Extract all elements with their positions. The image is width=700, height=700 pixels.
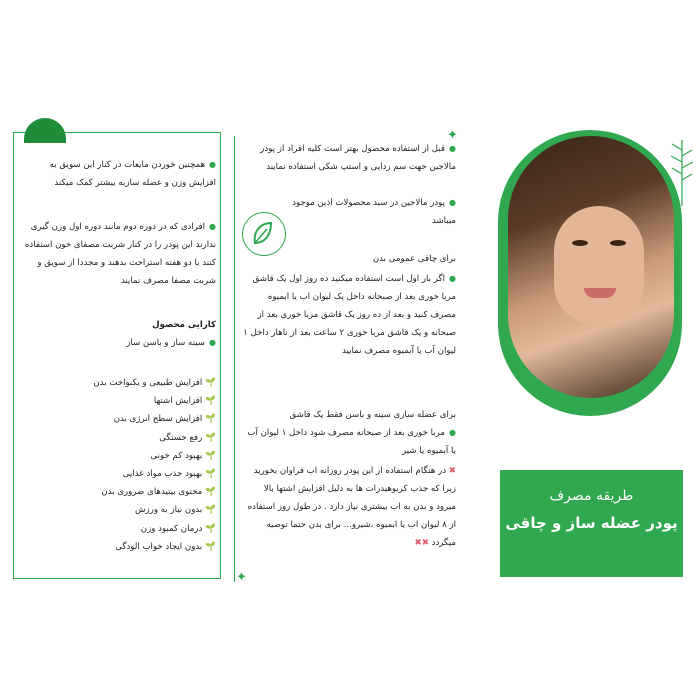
- section1-text: ● اگر بار اول است استفاده میکنید ده روز اول یک قاشق مربا خوری بعد از صبحانه داخل یک لیوان اب یا ابمیوه مصرف کنید و بعد از ده روز یک قاشق مربا خوری بعد از صبحانه و یک قاشق مربا خوری ۲ ساعت بعد از ناهار داخل ۱ لیوان آب یا آبمیوه مصرف نمایید: [242, 270, 456, 360]
- feature-item: 🌱محتوی بیتیدهای ضروری بدن: [101, 487, 216, 498]
- sparkle-icon: ✦: [447, 128, 458, 143]
- cross-icon: ✖: [448, 466, 456, 476]
- sprout-icon: 🌱: [205, 450, 216, 461]
- sprout-icon: 🌱: [205, 396, 216, 407]
- section1-title: برای چاقی عمومی بدن: [372, 254, 456, 264]
- sprout-icon: 🌱: [205, 432, 216, 443]
- feature-item: 🌱افزایش اشتها: [153, 396, 216, 407]
- sprout-icon: 🌱: [205, 414, 216, 425]
- feature-item: 🌱بدون نیاز به ورزش: [135, 505, 216, 516]
- green-bar-decoration: [24, 138, 66, 143]
- sprout-icon: 🌱: [205, 378, 216, 388]
- title-box: [500, 470, 683, 577]
- intro-text-1: ● قبل از استفاده محصول بهتر است کلیه افراد از پودر مالاجین جهت سم زدایی و استپ شکی استفاده نمایند: [242, 140, 456, 176]
- feature-item: 🌱افزایش طبیعی و یکنواخت بدن: [93, 378, 216, 388]
- feature-item: 🌱رفع خستگی: [159, 432, 216, 443]
- section2-title: برای عضله سازی سینه و باسن فقط یک قاشق: [289, 410, 456, 420]
- feature-item: 🌱بهبود کم خونی: [150, 450, 216, 461]
- feature-item: 🌱بهبود جذب مواد غذایی: [122, 469, 216, 480]
- portrait-face: [554, 206, 644, 324]
- sprout-icon: 🌱: [205, 505, 216, 516]
- tip-fluids: ● همچنین خوردن مایعات در کنار این سویق به افزایش وزن و عضله سازبه بیشتر کمک میکند: [20, 156, 216, 192]
- warning-text: ✖ در هنگام استفاده از این پودر روزانه اب فراوان بخورید زیرا که جذب کربوهیدرات ها به دلیل افزایش اشتها بالا میرود و بدن به اب بیشتری نیاز دارد . در طول روز استفاده از ۸ لیوان اب یا ابمیوه ،شیرو... برای بدن حتما توصیه میگردد ✖✖: [247, 466, 456, 548]
- intro-text-2: ● پودر مالاجین در سبد محصولات اذین موجود میباشد: [290, 194, 456, 230]
- tip-second-period: ● افرادی که در دوره دوم مانند دوره اول وزن گیری ندارند این پودر را در کنار شربت مصفای خون استفاده کنند با دو هفته استراحت بدهند و مجددا از سویق و شربت مصفا مصرف نمایند: [20, 218, 216, 290]
- usage-title: کارایی محصول: [152, 320, 216, 330]
- sprout-icon: 🌱: [205, 487, 216, 498]
- leaf-icon: [242, 212, 286, 256]
- sprout-icon: 🌱: [205, 541, 216, 552]
- title-line1: طریقه مصرف: [549, 488, 634, 504]
- sprout-icon: 🌱: [205, 523, 216, 534]
- feature-item: 🌱بدون ایجاد خواب الودگی: [115, 541, 216, 552]
- usage-subtitle: ● سینه ساز و باسن ساز: [20, 334, 216, 352]
- feature-item: 🌱درمان کمبود وزن: [140, 523, 216, 534]
- double-cross-icon: ✖✖: [414, 538, 429, 548]
- portrait-eye: [610, 240, 626, 246]
- title-line2: پودر عضله ساز و چاقی: [505, 514, 678, 532]
- feature-item: 🌱افزایش سطح انرژی بدن: [113, 414, 216, 425]
- features-list: [20, 374, 216, 556]
- section2-text: ● مربا خوری بعد از صبحانه مصرف شود داخل ۱ لیوان آب یا آبمیوه یا شیر: [242, 424, 456, 460]
- sparkle-icon: ✦: [236, 570, 247, 585]
- portrait-eye: [572, 240, 588, 246]
- woman-portrait: [508, 136, 674, 398]
- sprout-icon: 🌱: [205, 469, 216, 480]
- portrait-smile: [584, 288, 616, 298]
